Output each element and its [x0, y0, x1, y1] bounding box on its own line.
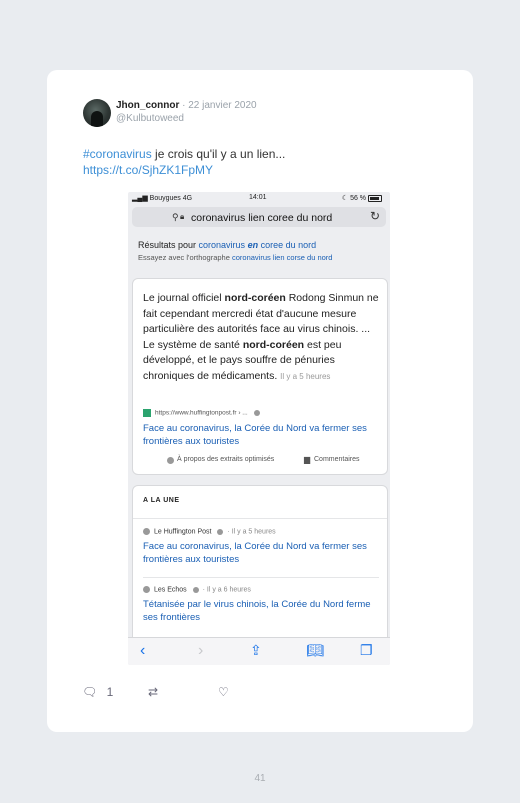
reply-button[interactable]	[82, 685, 113, 699]
list-item: Les Echos · Il y a 6 heures Tétanisée par le virus chinois, la Corée du Nord ferme ses frontières	[143, 586, 381, 624]
tweet-header	[116, 99, 257, 125]
forward-icon: ›	[198, 642, 204, 659]
divider	[143, 577, 379, 578]
user-handle[interactable]: @Kulbutoweed	[116, 113, 184, 124]
status-time: 14:01	[249, 194, 267, 201]
tweet-date[interactable]: · 22 janvier 2020	[182, 100, 257, 111]
featured-snippet	[132, 278, 388, 475]
retweet-icon: ⇄	[148, 685, 159, 699]
search-icon: ⚲	[172, 212, 179, 222]
tabs-icon: ❐	[360, 642, 373, 658]
page-number: 41	[254, 773, 266, 784]
favicon-icon	[143, 409, 151, 417]
divider	[133, 518, 387, 519]
embedded-screenshot[interactable]	[128, 192, 390, 665]
carrier: ▂▄▆ Bouygues 4G	[132, 195, 193, 202]
news-title: Tétanisée par le virus chinois, la Corée du Nord ferme ses frontières	[143, 599, 371, 623]
share-icon: ⇪	[250, 642, 262, 658]
snippet-footer: À propos des extraits optimisés ▆ Commentaires	[133, 454, 387, 472]
reply-icon: 🗨︎	[82, 685, 98, 699]
news-source-icon	[143, 528, 150, 535]
avatar[interactable]	[83, 99, 111, 127]
snippet-link: Face au coronavirus, la Corée du Nord va fermer ses frontières aux touristes	[143, 423, 367, 447]
tweet-link[interactable]: https://t.co/SjhZK1FpMY	[83, 163, 214, 177]
search-query: coronavirus lien coree du nord	[191, 212, 333, 224]
snippet-text: Le journal officiel nord-coréen Rodong Sinmun ne fait cependant mercredi état d'aucune mesure particulière des autorités face au virus chinois. ... Le système de santé nord-coréen est peu développé, et le pays souffre de pénuries chroniques de médicaments. Il y a 5 heures	[143, 292, 379, 382]
snippet-source: https://www.huffingtonpost.fr › ...	[143, 409, 264, 417]
bookmarks-icon: 📖︎	[306, 642, 324, 658]
lock-icon: 🔒︎	[180, 212, 185, 221]
comment-flag-icon: ▆	[304, 455, 311, 464]
safari-url-bar	[132, 207, 386, 227]
spell-suggestion: Résultats pour coronavirus en coree du nord Essayez avec l'orthographe coronavirus lien corse du nord	[138, 240, 333, 262]
reply-count: 1	[106, 685, 114, 699]
info-icon	[254, 410, 260, 416]
top-stories-heading: A LA UNE	[143, 497, 180, 504]
like-button[interactable]	[218, 685, 229, 699]
info-icon	[193, 587, 199, 593]
display-name[interactable]: Jhon_connor	[116, 100, 180, 111]
hashtag-link[interactable]: #coronavirus	[83, 147, 152, 161]
help-icon	[167, 457, 174, 464]
news-source-icon	[143, 586, 150, 593]
heart-icon: ♡	[218, 685, 229, 699]
battery-icon	[368, 195, 382, 202]
tweet-card	[47, 70, 473, 732]
tweet-body: je crois qu'il y a un lien...	[151, 147, 286, 161]
reload-icon: ↻	[369, 209, 380, 223]
battery-status: ☾ 56 %	[342, 194, 382, 202]
status-bar	[128, 192, 390, 205]
news-title: Face au coronavirus, la Corée du Nord va fermer ses frontières aux touristes	[143, 541, 367, 565]
list-item: Le Huffington Post · Il y a 5 heures Face au coronavirus, la Corée du Nord va fermer ses frontières aux touristes	[143, 528, 381, 566]
back-icon: ‹	[140, 642, 146, 659]
info-icon	[217, 529, 223, 535]
snippet-time: Il y a 5 heures	[280, 371, 331, 381]
safari-toolbar	[128, 637, 390, 665]
tweet-text	[83, 146, 285, 178]
retweet-button[interactable]	[148, 685, 158, 699]
